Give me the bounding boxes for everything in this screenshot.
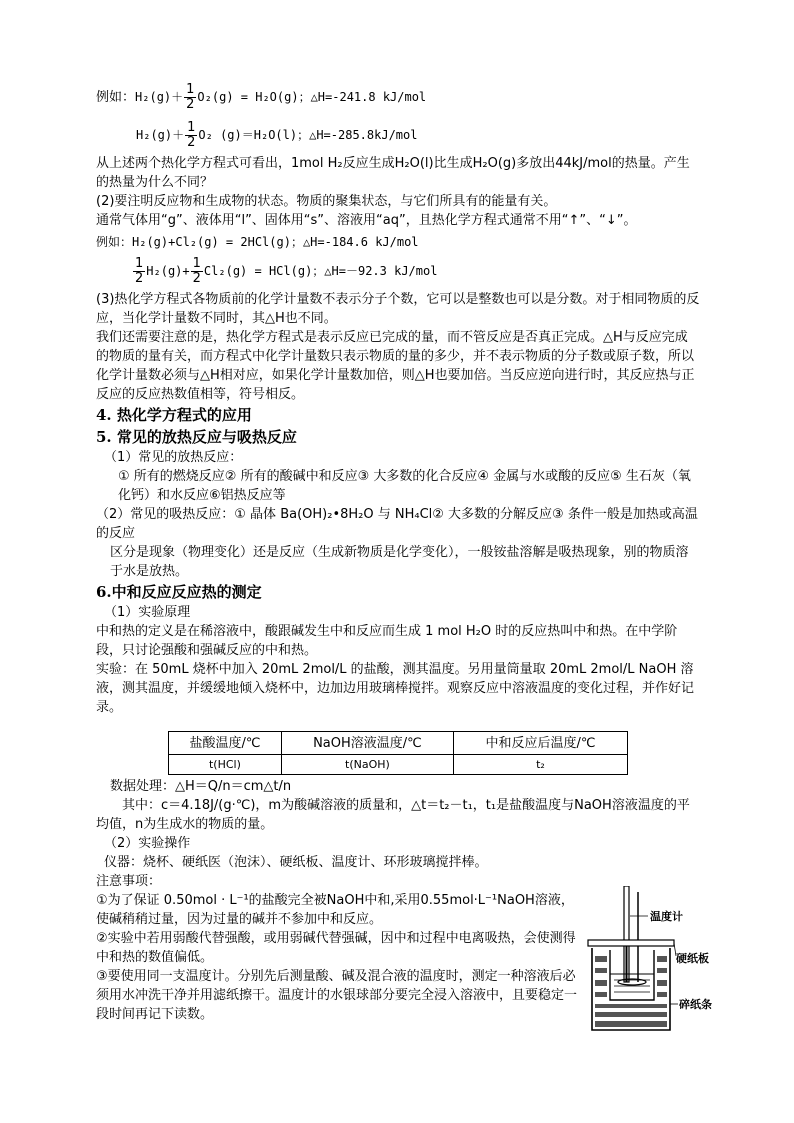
table-cell: t(NaOH) [281, 755, 453, 775]
frac-numerator: 1 [186, 81, 195, 97]
frac-denominator: 2 [186, 96, 195, 112]
paragraph: 其中：c＝4.18J/(g·℃)，m为酸碱溶液的质量和，△t＝t₂－t₁，t₁是盐酸温度与NaOH溶液温度的平均值，n为生成水的物质的量。 [96, 798, 690, 832]
frac-numerator: 1 [187, 119, 196, 135]
frac-numerator: 1 [192, 255, 201, 271]
label-thermometer: 温度计 [650, 910, 683, 923]
table-cell: t(HCl) [169, 755, 282, 775]
paragraph: (3)热化学方程式各物质前的化学计量数不表示分子个数，它可以是整数也可以是分数。对于相同物质的反应，当化学计量数不同时，其△H也不同。 [96, 292, 700, 326]
paragraph: 数据处理：△H＝Q/n＝cm△t/n [110, 779, 292, 794]
frac-denominator: 2 [192, 270, 201, 286]
table-header: 盐酸温度/℃ [169, 732, 282, 755]
paragraph: （2）常见的吸热反应：① 晶体 Ba(OH)₂•8H₂O 与 NH₄Cl② 大多数的分解反应③ 条件一般是加热或高温的反应 [96, 507, 698, 541]
equation-3: 例如：H₂(g)+Cl₂(g) = 2HCl(g)；△H=-184.6 kJ/mol [96, 235, 419, 249]
eq4-part-b: Cl₂(g) = HCl(g)；△H=－92.3 kJ/mol [203, 263, 438, 278]
frac-numerator: 1 [135, 255, 144, 271]
notes-block [96, 891, 581, 1024]
label-cardboard: 硬纸板 [676, 952, 709, 965]
paragraph: （2）实验操作 [104, 836, 191, 851]
section-heading-5: 5. 常见的放热反应与吸热反应 [96, 428, 297, 446]
paragraph: 中和热的定义是在稀溶液中，酸跟碱发生中和反应而生成 1 mol H₂O 时的反应热叫中和热。在中学阶段，只讨论强酸和强碱反应的中和热。 [96, 624, 678, 658]
eq1-part-b: O₂(g) = H₂O(g)；△H=-241.8 kJ/mol [197, 89, 427, 104]
calorimeter-figure [584, 886, 712, 1032]
paragraph: 注意事项： [96, 874, 162, 889]
frac-denominator: 2 [135, 270, 144, 286]
paragraph: （1）实验原理 [104, 605, 191, 620]
fraction-half [185, 121, 197, 150]
data-table [168, 731, 628, 775]
fraction-half [133, 257, 145, 286]
fraction-half [184, 83, 196, 112]
eq2-part-a: H₂(g)＋ [136, 127, 185, 142]
equation-4 [96, 252, 700, 290]
equation-1 [96, 78, 700, 116]
section-heading-6: 6.中和反应反应热的测定 [96, 583, 262, 601]
table-cell: t₂ [453, 755, 627, 775]
paragraph: 实验：在 50mL 烧杯中加入 20mL 2mol/L 的盐酸，测其温度。另用量筒量取 20mL 2mol/L NaOH 溶液，测其温度，并缓缓地倾入烧杯中，边加边用玻璃棒搅拌。观察反应中溶液温度的变化过程，并作好记录。 [96, 662, 695, 715]
label-shredded-paper: 碎纸条 [679, 998, 712, 1011]
document-body [96, 78, 700, 1024]
eq2-part-b: O₂ (g)＝H₂O(l)；△H=-285.8kJ/mol [198, 127, 418, 142]
paragraph: ③要使用同一支温度计。分别先后测量酸、碱及混合液的温度时，测定一种溶液后必须用水冲洗干净并用滤纸擦干。温度计的水银球部分要完全浸入溶液中，且要稳定一段时间再记下读数。 [96, 969, 578, 1022]
eq4-part-a: H₂(g)+ [146, 263, 190, 278]
paragraph: ① 所有的燃烧反应② 所有的酸碱中和反应③ 大多数的化合反应④ 金属与水或酸的反应⑤ 生石灰（氧化钙）和水反应⑥铝热反应等 [118, 469, 691, 503]
eq1-part-a: H₂(g)＋ [135, 89, 184, 104]
paragraph: (2)要注明反应物和生成物的状态。物质的聚集状态，与它们所具有的能量有关。 [96, 194, 557, 209]
paragraph: 从上述两个热化学方程式可看出，1mol H₂反应生成H₂O(l)比生成H₂O(g)多放出44kJ/mol的热量。产生的热量为什么不同？ [96, 156, 690, 190]
paragraph: ①为了保证 0.50mol · L⁻¹的盐酸完全被NaOH中和,采用0.55mol·L⁻¹NaOH溶液，使碱稍稍过量，因为过量的碱并不参加中和反应。 [96, 893, 574, 927]
section-heading-4: 4. 热化学方程式的应用 [96, 406, 252, 424]
paragraph: 区分是现象（物理变化）还是反应（生成新物质是化学变化），一般铵盐溶解是吸热现象，别的物质溶于水是放热。 [110, 545, 689, 579]
eq1-prefix: 例如： [96, 89, 136, 105]
table-header: NaOH溶液温度/℃ [281, 732, 453, 755]
fraction-half [191, 257, 203, 286]
paragraph: 通常气体用“g”、液体用“l”、固体用“s”、溶液用“aq”，且热化学方程式通常不用“↑”、“↓”。 [96, 213, 637, 228]
paragraph: ②实验中若用弱酸代替强酸，或用弱碱代替强碱，因中和过程中电离吸热，会使测得中和热的数值偏低。 [96, 931, 576, 965]
paragraph: 我们还需要注意的是，热化学方程式是表示反应已完成的量，而不管反应是否真正完成。△H与反应完成的物质的量有关，而方程式中化学计量数只表示物质的量的多少，并不表示物质的分子数或原子数，所以化学计量数必须与△H相对应，如果化学计量数加倍，则△H也要加倍。当反应逆向进行时，其反应热与正反应的反应热数值相等，符号相反。 [96, 330, 695, 402]
frac-denominator: 2 [187, 134, 196, 150]
paragraph: 仪器：烧杯、硬纸医（泡沫）、硬纸板、温度计、环形玻璃搅拌棒。 [104, 855, 488, 870]
table-header: 中和反应后温度/℃ [453, 732, 627, 755]
equation-2 [96, 116, 700, 154]
paragraph: （1）常见的放热反应： [104, 450, 243, 465]
